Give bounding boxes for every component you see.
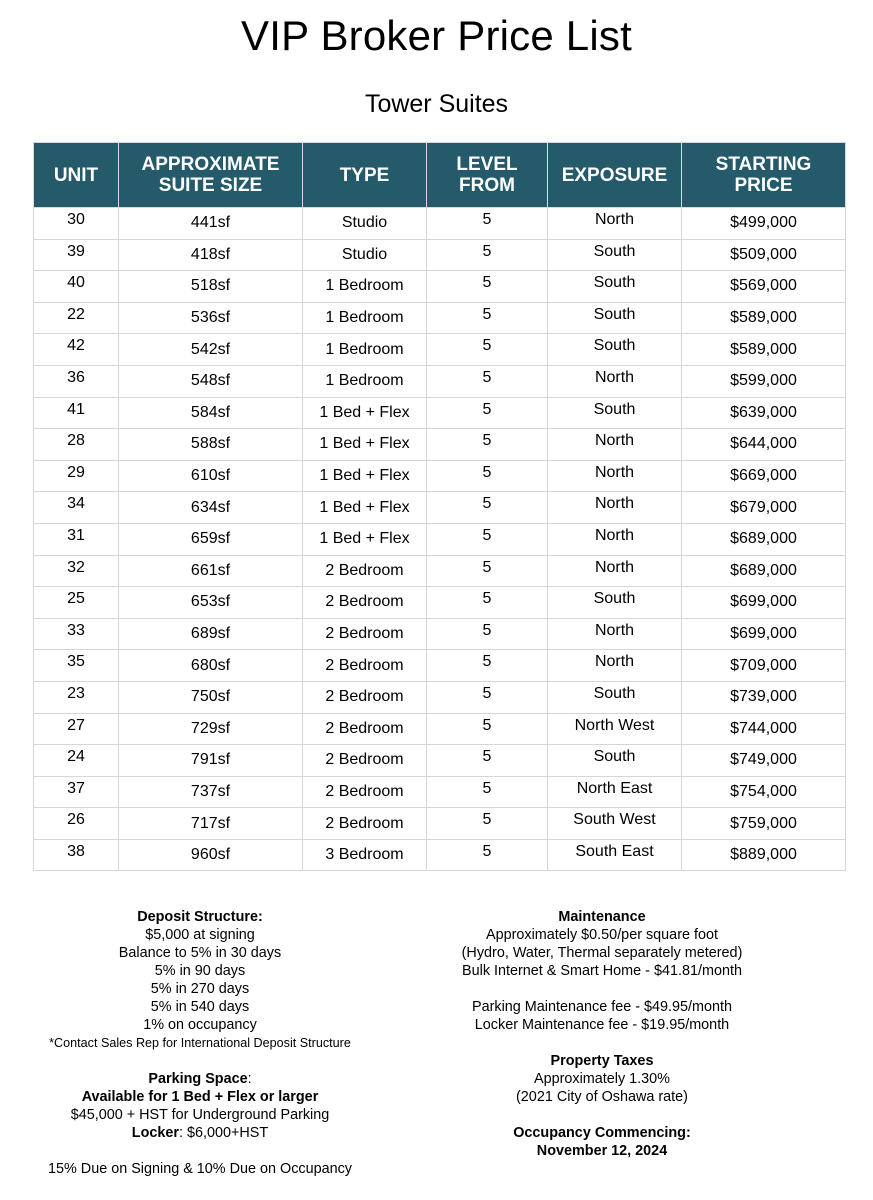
cell-price: $599,000 [682, 365, 846, 397]
cell-suite-size: 634sf [119, 492, 303, 524]
cell-suite-size: 588sf [119, 429, 303, 461]
cell-level: 5 [427, 397, 548, 429]
column-header-unit: UNIT [34, 143, 119, 208]
table-row [34, 302, 846, 334]
cell-price: $639,000 [682, 397, 846, 429]
deposit-heading: Deposit Structure: [137, 909, 263, 925]
table-row [34, 745, 846, 777]
locker-label: Locker [131, 1125, 179, 1141]
table-row [34, 555, 846, 587]
cell-suite-size: 441sf [119, 208, 303, 240]
maintenance-line: (Hydro, Water, Thermal separately metered) [461, 945, 743, 961]
cell-unit: 38 [34, 839, 119, 871]
cell-price: $689,000 [682, 523, 846, 555]
cell-type: 1 Bedroom [303, 365, 427, 397]
cell-unit: 31 [34, 523, 119, 555]
cell-price: $589,000 [682, 334, 846, 366]
cell-type: 2 Bedroom [303, 808, 427, 840]
cell-price: $589,000 [682, 302, 846, 334]
cell-level: 5 [427, 587, 548, 619]
table-row [34, 397, 846, 429]
cell-exposure: North [548, 650, 682, 682]
cell-level: 5 [427, 650, 548, 682]
table-row [34, 492, 846, 524]
cell-level: 5 [427, 745, 548, 777]
cell-unit: 22 [34, 302, 119, 334]
table-header-row [34, 143, 846, 208]
cell-exposure: South [548, 334, 682, 366]
table-body [34, 208, 846, 871]
cell-suite-size: 661sf [119, 555, 303, 587]
cell-exposure: North West [548, 713, 682, 745]
cell-level: 5 [427, 776, 548, 808]
cell-unit: 32 [34, 555, 119, 587]
cell-price: $889,000 [682, 839, 846, 871]
cell-type: 1 Bed + Flex [303, 429, 427, 461]
cell-suite-size: 536sf [119, 302, 303, 334]
parking-price: $45,000 + HST for Underground Parking [70, 1107, 330, 1123]
table-row [34, 523, 846, 555]
cell-suite-size: 737sf [119, 776, 303, 808]
cell-type: Studio [303, 239, 427, 271]
table-row [34, 587, 846, 619]
cell-suite-size: 418sf [119, 239, 303, 271]
cell-level: 5 [427, 618, 548, 650]
cell-exposure: South [548, 681, 682, 713]
cell-level: 5 [427, 523, 548, 555]
cell-type: 2 Bedroom [303, 713, 427, 745]
table-row [34, 713, 846, 745]
cell-type: 1 Bed + Flex [303, 397, 427, 429]
table-row [34, 460, 846, 492]
cell-price: $509,000 [682, 239, 846, 271]
cell-exposure: North [548, 523, 682, 555]
cell-suite-size: 542sf [119, 334, 303, 366]
cell-exposure: North [548, 618, 682, 650]
cell-price: $644,000 [682, 429, 846, 461]
cell-type: 1 Bedroom [303, 271, 427, 303]
cell-type: 2 Bedroom [303, 618, 427, 650]
cell-unit: 40 [34, 271, 119, 303]
cell-suite-size: 750sf [119, 681, 303, 713]
cell-level: 5 [427, 429, 548, 461]
column-header-exposure: EXPOSURE [548, 143, 682, 208]
cell-level: 5 [427, 365, 548, 397]
maintenance-heading: Maintenance [558, 909, 646, 925]
cell-type: 2 Bedroom [303, 681, 427, 713]
cell-unit: 33 [34, 618, 119, 650]
cell-level: 5 [427, 239, 548, 271]
cell-type: 2 Bedroom [303, 650, 427, 682]
cell-type: 1 Bed + Flex [303, 460, 427, 492]
deposit-line: $5,000 at signing [145, 927, 255, 943]
page-subtitle: Tower Suites [364, 90, 509, 118]
cell-unit: 28 [34, 429, 119, 461]
column-header-suite-size: APPROXIMATE SUITE SIZE [119, 143, 303, 208]
cell-unit: 39 [34, 239, 119, 271]
column-header-type: TYPE [303, 143, 427, 208]
cell-unit: 41 [34, 397, 119, 429]
table-row [34, 208, 846, 240]
table-row [34, 776, 846, 808]
cell-level: 5 [427, 681, 548, 713]
cell-suite-size: 729sf [119, 713, 303, 745]
cell-level: 5 [427, 208, 548, 240]
cell-exposure: South [548, 745, 682, 777]
cell-suite-size: 689sf [119, 618, 303, 650]
cell-unit: 30 [34, 208, 119, 240]
price-table [33, 142, 846, 871]
cell-unit: 36 [34, 365, 119, 397]
maintenance-fee: Locker Maintenance fee - $19.95/month [474, 1017, 730, 1033]
cell-level: 5 [427, 808, 548, 840]
table-row [34, 808, 846, 840]
table-row [34, 650, 846, 682]
maintenance-fee: Parking Maintenance fee - $49.95/month [472, 999, 732, 1015]
cell-unit: 25 [34, 587, 119, 619]
cell-price: $569,000 [682, 271, 846, 303]
cell-exposure: South West [548, 808, 682, 840]
occupancy-date: November 12, 2024 [536, 1143, 668, 1159]
cell-unit: 35 [34, 650, 119, 682]
locker-line [20, 1124, 380, 1142]
cell-unit: 29 [34, 460, 119, 492]
cell-exposure: South [548, 239, 682, 271]
maintenance-line: Approximately $0.50/per square foot [486, 927, 718, 943]
cell-type: 1 Bedroom [303, 302, 427, 334]
cell-price: $749,000 [682, 745, 846, 777]
cell-level: 5 [427, 492, 548, 524]
parking-heading-suffix: : [247, 1071, 252, 1087]
locker-value: : $6,000+HST [179, 1125, 269, 1141]
cell-exposure: North [548, 365, 682, 397]
deposit-parking-notes [20, 908, 380, 1178]
deposit-line: 5% in 270 days [150, 981, 250, 997]
cell-type: 1 Bed + Flex [303, 523, 427, 555]
deposit-note: *Contact Sales Rep for International Deposit Structure [49, 1036, 351, 1050]
cell-suite-size: 610sf [119, 460, 303, 492]
cell-type: 2 Bedroom [303, 776, 427, 808]
deposit-line: 5% in 540 days [150, 999, 250, 1015]
cell-unit: 26 [34, 808, 119, 840]
cell-exposure: North [548, 492, 682, 524]
taxes-heading: Property Taxes [550, 1053, 654, 1069]
maintenance-line: Bulk Internet & Smart Home - $41.81/month [462, 963, 742, 979]
cell-unit: 37 [34, 776, 119, 808]
cell-exposure: North [548, 555, 682, 587]
cell-type: 2 Bedroom [303, 587, 427, 619]
cell-suite-size: 960sf [119, 839, 303, 871]
cell-price: $689,000 [682, 555, 846, 587]
cell-price: $754,000 [682, 776, 846, 808]
deposit-line: 1% on occupancy [143, 1017, 257, 1033]
cell-exposure: North [548, 429, 682, 461]
cell-suite-size: 518sf [119, 271, 303, 303]
table-row [34, 839, 846, 871]
table-row [34, 239, 846, 271]
cell-type: 2 Bedroom [303, 555, 427, 587]
page-title: VIP Broker Price List [241, 12, 632, 59]
cell-price: $744,000 [682, 713, 846, 745]
cell-suite-size: 653sf [119, 587, 303, 619]
cell-price: $759,000 [682, 808, 846, 840]
table-row [34, 271, 846, 303]
cell-suite-size: 680sf [119, 650, 303, 682]
cell-exposure: North East [548, 776, 682, 808]
table-row [34, 681, 846, 713]
parking-availability: Available for 1 Bed + Flex or larger [81, 1089, 319, 1105]
cell-suite-size: 659sf [119, 523, 303, 555]
cell-unit: 27 [34, 713, 119, 745]
table-row [34, 618, 846, 650]
cell-level: 5 [427, 271, 548, 303]
deposit-line: 5% in 90 days [154, 963, 246, 979]
table-row [34, 429, 846, 461]
cell-exposure: North [548, 208, 682, 240]
cell-price: $679,000 [682, 492, 846, 524]
cell-suite-size: 584sf [119, 397, 303, 429]
maintenance-tax-notes [432, 908, 772, 1160]
cell-type: 2 Bedroom [303, 745, 427, 777]
column-header-level: LEVEL FROM [427, 143, 548, 208]
cell-unit: 23 [34, 681, 119, 713]
cell-level: 5 [427, 302, 548, 334]
cell-price: $669,000 [682, 460, 846, 492]
column-header-price: STARTING PRICE [682, 143, 846, 208]
cell-level: 5 [427, 460, 548, 492]
cell-level: 5 [427, 713, 548, 745]
cell-level: 5 [427, 839, 548, 871]
taxes-line: Approximately 1.30% [534, 1071, 670, 1087]
cell-exposure: South [548, 587, 682, 619]
cell-type: 1 Bedroom [303, 334, 427, 366]
cell-exposure: South [548, 271, 682, 303]
cell-price: $499,000 [682, 208, 846, 240]
parking-heading-line [20, 1070, 380, 1088]
cell-level: 5 [427, 555, 548, 587]
taxes-line: (2021 City of Oshawa rate) [516, 1089, 688, 1105]
cell-price: $699,000 [682, 587, 846, 619]
cell-exposure: South East [548, 839, 682, 871]
cell-unit: 34 [34, 492, 119, 524]
parking-due-terms: 15% Due on Signing & 10% Due on Occupancy [48, 1161, 352, 1177]
cell-unit: 42 [34, 334, 119, 366]
cell-type: 1 Bed + Flex [303, 492, 427, 524]
cell-type: 3 Bedroom [303, 839, 427, 871]
cell-suite-size: 791sf [119, 745, 303, 777]
cell-exposure: South [548, 397, 682, 429]
occupancy-heading: Occupancy Commencing: [513, 1125, 691, 1141]
cell-type: Studio [303, 208, 427, 240]
parking-heading: Parking Space [148, 1071, 248, 1087]
table-row [34, 334, 846, 366]
cell-price: $739,000 [682, 681, 846, 713]
cell-suite-size: 717sf [119, 808, 303, 840]
cell-exposure: South [548, 302, 682, 334]
cell-price: $709,000 [682, 650, 846, 682]
cell-exposure: North [548, 460, 682, 492]
cell-unit: 24 [34, 745, 119, 777]
cell-suite-size: 548sf [119, 365, 303, 397]
deposit-line: Balance to 5% in 30 days [118, 945, 282, 961]
table-row [34, 365, 846, 397]
cell-price: $699,000 [682, 618, 846, 650]
cell-level: 5 [427, 334, 548, 366]
